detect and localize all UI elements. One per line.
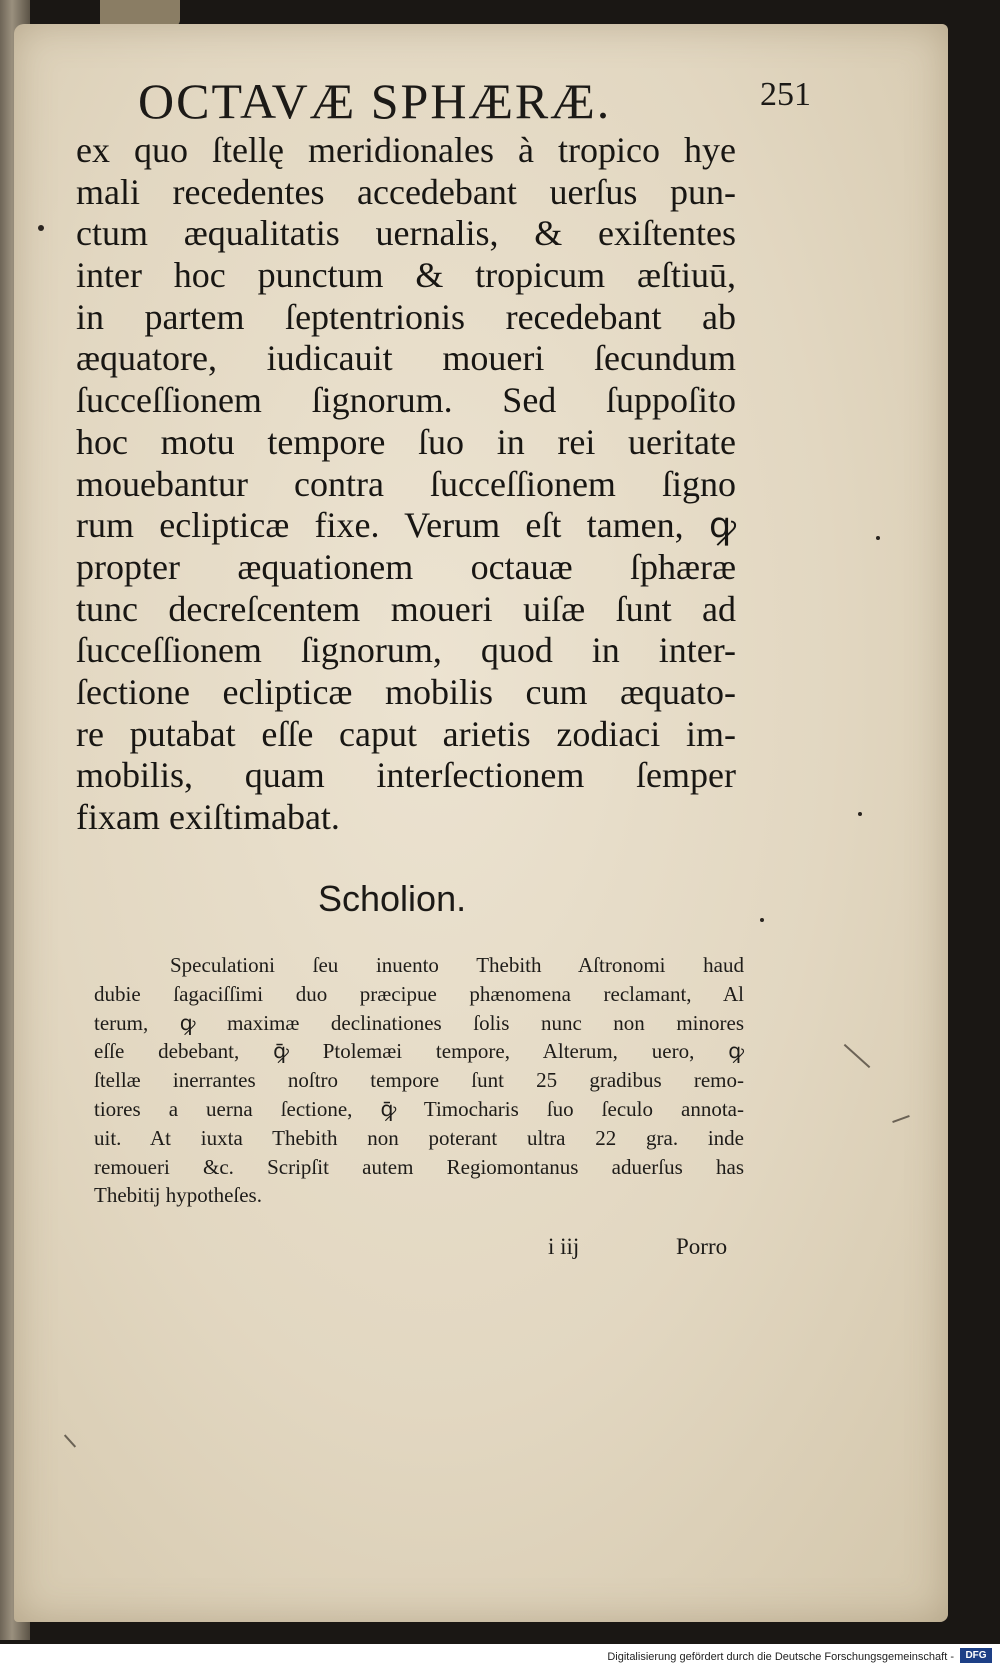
text-line: propter æquationem octauæ ſphæræ: [76, 546, 736, 587]
scholion-line: uit. At iuxta Thebith non poterant ultra 22 gra. inde: [94, 1125, 744, 1150]
text-line: ex quo ſtellę meridionales à tropico hye: [76, 130, 736, 170]
dfg-logo: DFG: [960, 1648, 992, 1663]
scholion-line: tiores a uerna ſectione, ꝙ̄ Timocharis ſuo ſeculo annota-: [94, 1096, 744, 1121]
footer-bar: [0, 1644, 1000, 1666]
book-spine-top: [100, 0, 180, 26]
scholion-text-block: [94, 951, 744, 1210]
text-line: re putabat eſſe caput arietis zodiaci im-: [76, 713, 736, 754]
ink-speck: [38, 225, 44, 231]
scholion-line: remoueri &c. Scripſit autem Regiomontanus aduerſus has: [94, 1154, 744, 1179]
text-line: æquatore, iudicauit moueri ſecundum: [76, 338, 736, 379]
text-line: mouebantur contra ſucceſſionem ſigno: [76, 463, 736, 504]
text-line: mali recedentes accedebant uerſus pun-: [76, 171, 736, 212]
scholion-line: ſtellæ inerrantes noſtro tempore ſunt 25 gradibus remo-: [94, 1068, 744, 1093]
running-head-title: OCTAVÆ SPHÆRÆ.: [138, 73, 612, 129]
scholion-line: Speculationi ſeu inuento Thebith Aſtronomi haud: [170, 953, 744, 977]
ink-speck: [858, 812, 862, 816]
page-number: 251: [760, 76, 811, 113]
text-line: rum eclipticæ fixe. Verum eſt tamen, ꝙ: [76, 505, 736, 546]
scholion-line: eſſe debebant, ꝙ̄ Ptolemæi tempore, Alterum, uero, ꝙ: [94, 1039, 744, 1064]
text-line: hoc motu tempore ſuo in rei ueritate: [76, 421, 736, 462]
text-line: in partem ſeptentrionis recedebant ab: [76, 296, 736, 337]
text-line: ſucceſſionem ſignorum. Sed ſuppoſito: [76, 380, 736, 421]
digitization-credit: Digitalisierung gefördert durch die Deutsche Forschungsgemeinschaft -: [607, 1651, 954, 1663]
text-line: tunc decreſcentem moueri uiſæ ſunt ad: [76, 588, 736, 629]
text-line: mobilis, quam interſectionem ſemper: [76, 755, 736, 796]
text-line: inter hoc punctum & tropicum æſtiuū,: [76, 255, 736, 296]
signature-mark: i iij: [548, 1234, 580, 1259]
catchword: Porro: [676, 1234, 728, 1259]
scholion-line: Thebitij hypotheſes.: [94, 1183, 262, 1208]
scholion-line: dubie ſagaciſſimi duo præcipue phænomena reclamant, Al: [94, 981, 744, 1006]
text-line: fixam exiſtimabat.: [76, 797, 340, 837]
scholion-line: terum, ꝙ maximæ declinationes ſolis nunc non minores: [94, 1010, 744, 1035]
text-line: ctum æqualitatis uernalis, & exiſtentes: [76, 213, 736, 254]
text-line: ſucceſſionem ſignorum, quod in inter-: [76, 630, 736, 671]
ink-speck: [876, 536, 880, 540]
section-heading: Scholion.: [318, 878, 467, 919]
ink-speck: [760, 918, 764, 922]
main-text-block: [76, 130, 736, 839]
text-line: ſectione eclipticæ mobilis cum æquato-: [76, 671, 736, 712]
